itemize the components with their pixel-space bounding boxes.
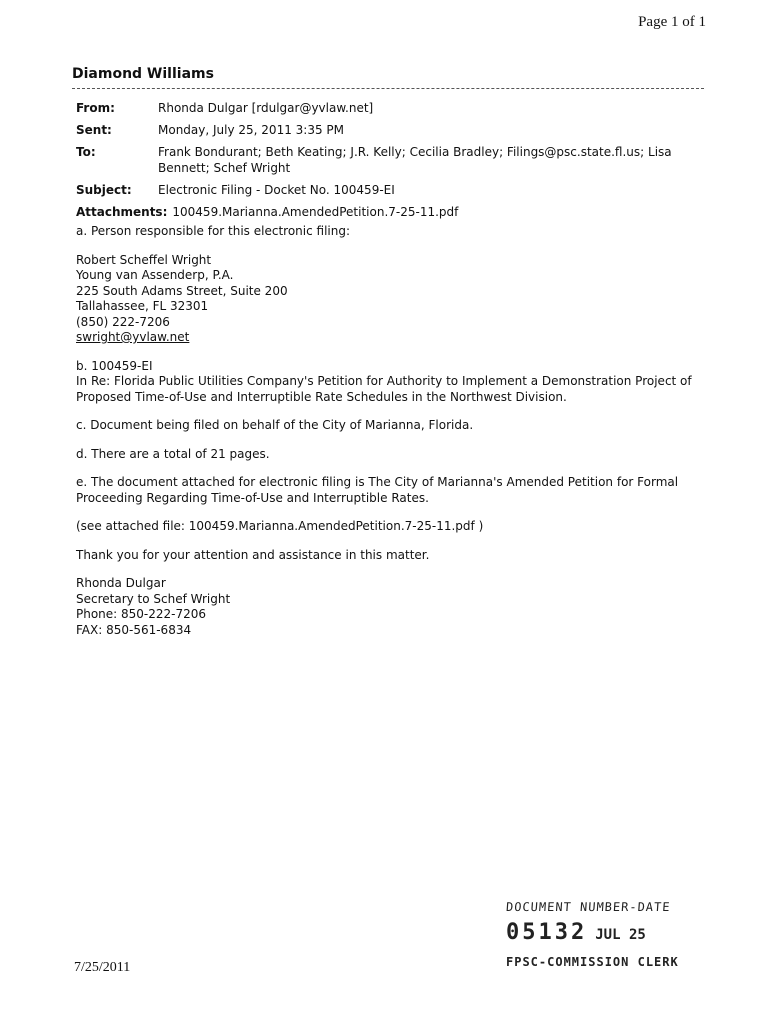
subject-label: Subject: [76, 183, 132, 197]
thanks-line: Thank you for your attention and assistance in this matter. [76, 547, 430, 562]
attachments-row [76, 204, 706, 220]
attached-note: (see attached file: 100459.Marianna.AmendedPetition.7-25-11.pdf ) [76, 519, 484, 533]
footer-date: 7/25/2011 [74, 960, 131, 975]
sender-name: Diamond Williams [72, 66, 214, 82]
stamp-title: DOCUMENT NUMBER-DATE [505, 900, 671, 914]
subject-row [76, 182, 706, 198]
contact-name: Robert Scheffel Wright [76, 252, 212, 267]
sent-row [76, 122, 706, 138]
from-label: From: [76, 101, 115, 115]
header-divider [72, 88, 704, 89]
stamp-number-row [506, 920, 706, 945]
email-headers [76, 100, 706, 226]
to-value: Frank Bondurant; Beth Keating; J.R. Kelly; Cecilia Bradley; Filings@psc.state.fl.us; Lisa Bennett; Schef Wright [158, 145, 672, 175]
signature-phone: Phone: 850-222-7206 [76, 607, 207, 621]
stamp-number: 05132 [506, 920, 588, 945]
sent-value: Monday, July 25, 2011 3:35 PM [158, 123, 344, 137]
attachments-label: Attachments: [76, 205, 168, 219]
contact-street: 225 South Adams Street, Suite 200 [76, 283, 288, 298]
page-number: Page 1 of 1 [638, 14, 706, 30]
document-stamp [506, 900, 706, 969]
sent-label: Sent: [76, 123, 112, 137]
item-a: a. Person responsible for this electronic filing: [76, 224, 351, 238]
from-row [76, 100, 706, 116]
contact-firm: Young van Assenderp, P.A. [76, 268, 234, 282]
item-d: d. There are a total of 21 pages. [76, 446, 270, 461]
signature-name: Rhonda Dulgar [76, 576, 166, 590]
contact-phone: (850) 222-7206 [76, 314, 170, 329]
contact-block [76, 253, 706, 346]
to-label: To: [76, 145, 96, 159]
contact-city: Tallahassee, FL 32301 [76, 299, 209, 313]
stamp-date: JUL 25 [595, 927, 646, 943]
contact-email-link[interactable]: swright@yvlaw.net [76, 330, 190, 344]
item-c: c. Document being filed on behalf of the City of Marianna, Florida. [76, 418, 474, 432]
signature-fax: FAX: 850-561-6834 [76, 622, 192, 637]
signature-block [76, 576, 706, 638]
item-b [76, 359, 706, 406]
to-row [76, 144, 706, 176]
signature-title: Secretary to Schef Wright [76, 591, 231, 606]
stamp-clerk: FPSC-COMMISSION CLERK [506, 955, 679, 969]
item-b-text: In Re: Florida Public Utilities Company's Petition for Authority to Implement a Demonstration Project of Proposed Time-of-Use and Interruptible Rate Schedules in the Northwest Division. [76, 374, 692, 404]
from-value: Rhonda Dulgar [rdulgar@yvlaw.net] [158, 101, 374, 115]
attachments-value[interactable]: 100459.Marianna.AmendedPetition.7-25-11.pdf [172, 205, 459, 219]
item-b-docket: b. 100459-EI [76, 358, 153, 373]
subject-value: Electronic Filing - Docket No. 100459-EI [158, 183, 395, 197]
item-e: e. The document attached for electronic filing is The City of Marianna's Amended Petition for Formal Proceeding Regarding Time-of-Use and Interruptible Rates. [76, 475, 679, 505]
email-body [76, 224, 706, 651]
